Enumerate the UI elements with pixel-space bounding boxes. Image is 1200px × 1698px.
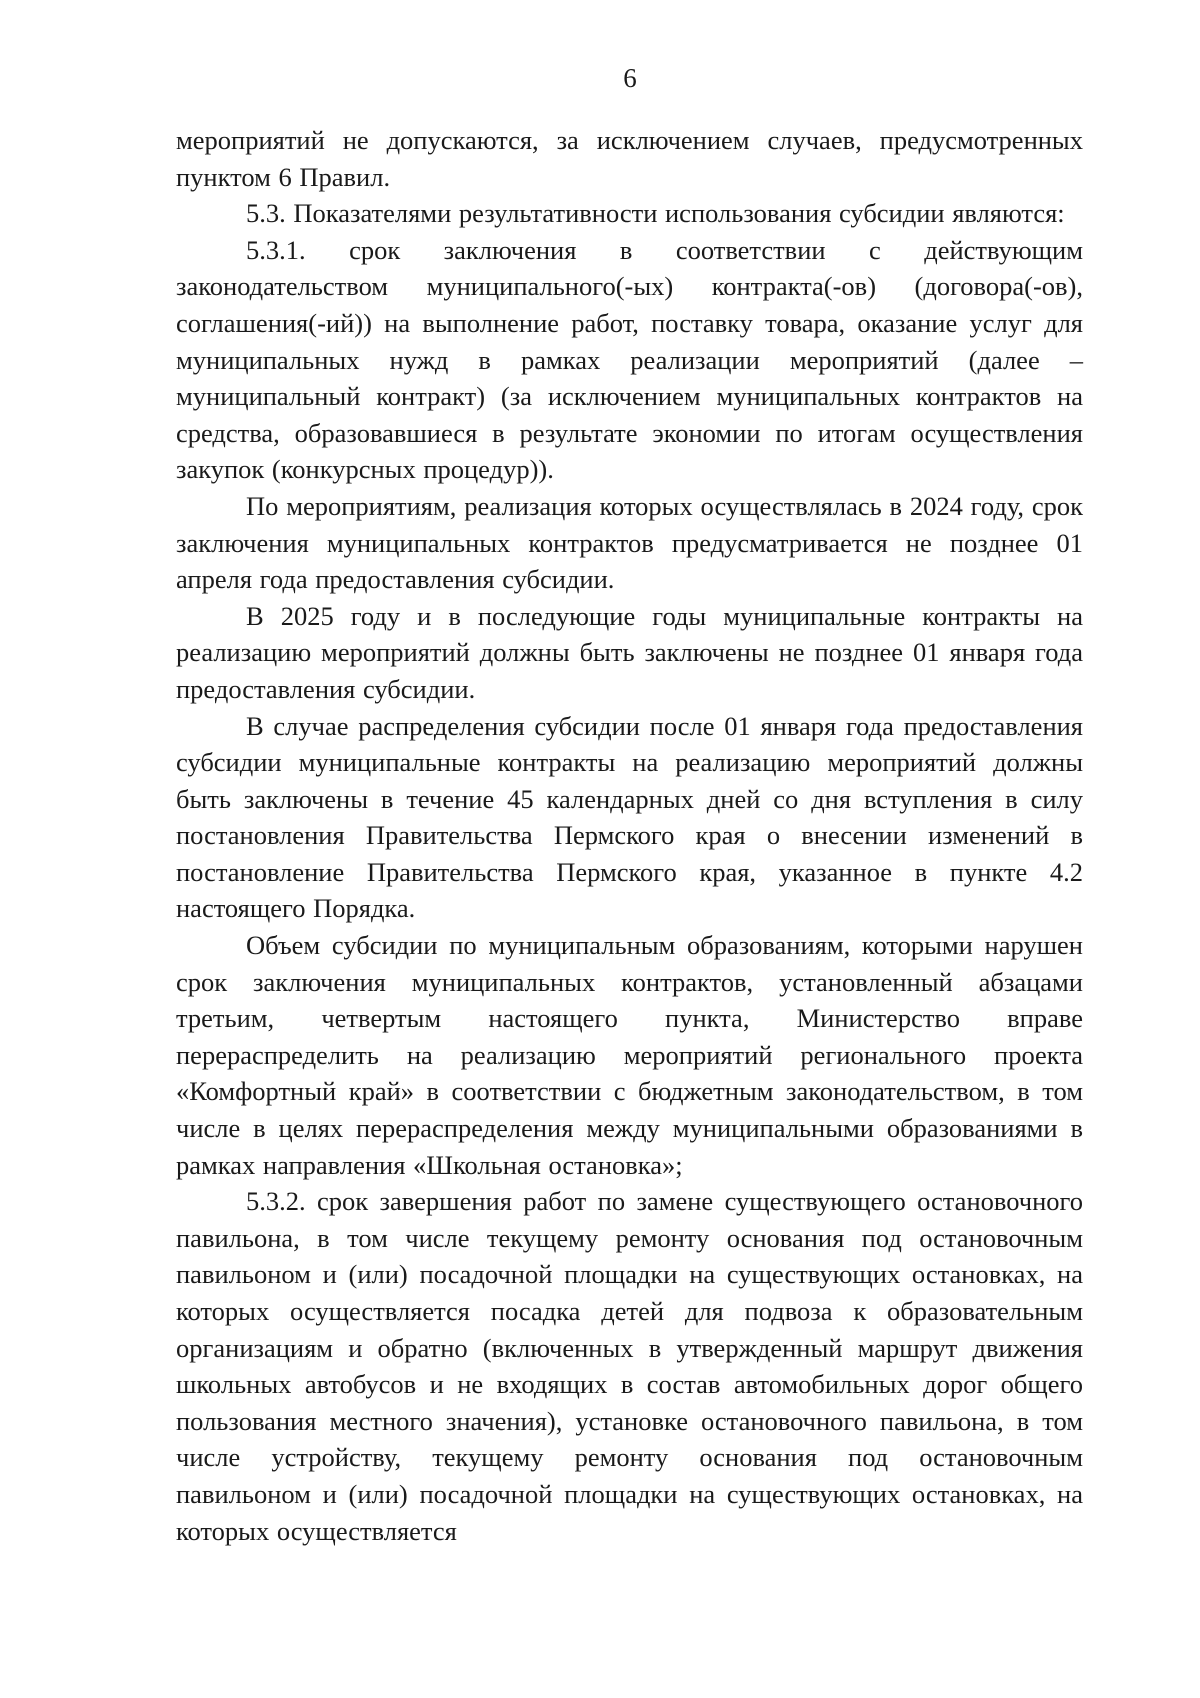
document-body: [176, 122, 1083, 1549]
paragraph-5-3-2: 5.3.2. срок завершения работ по замене существующего остановочного павильона, в том числе текущему ремонту основания под остановочным павильоном и (или) посадочной площадки на существующих остановках, на которых осуществляется посадка детей для подвоза к образовательным организациям и обратно (включенных в утвержденный маршрут движения школьных автобусов и не входящих в состав автомобильных дорог общего пользования местного значения), установке остановочного павильона, в том числе устройству, текущему ремонту основания под остановочным павильоном и (или) посадочной площадки на существующих остановках, на которых осуществляется: [176, 1186, 1083, 1546]
page-number: 6: [623, 63, 637, 93]
paragraph-2025-deadline: В 2025 году и в последующие годы муниципальные контракты на реализацию мероприятий должны быть заключены не позднее 01 января года предоставления субсидии.: [176, 600, 1083, 704]
paragraph-subsidy-volume: Объем субсидии по муниципальным образованиям, которыми нарушен срок заключения муниципальных контрактов, установленный абзацами третьим, четвертым настоящего пункта, Министерство вправе перераспределить на реализацию мероприятий регионального проекта «Комфортный край» в соответствии с бюджетным законодательством, в том числе в целях перераспределения между муниципальными образованиями в рамках направления «Школьная остановка»;: [176, 930, 1083, 1180]
paragraph-continuation: мероприятий не допускаются, за исключением случаев, предусмотренных пунктом 6 Правил.: [176, 125, 1083, 192]
paragraph-2024-deadline: По мероприятиям, реализация которых осуществлялась в 2024 году, срок заключения муниципальных контрактов предусматривается не позднее 01 апреля года предоставления субсидии.: [176, 490, 1083, 595]
paragraph-5-3: 5.3. Показателями результативности использования субсидии являются:: [246, 198, 1065, 229]
paragraph-redistribution-deadline: В случае распределения субсидии после 01 января года предоставления субсидии муниципальные контракты на реализацию мероприятий должны быть заключены в течение 45 календарных дней со дня вступления в силу постановления Правительства Пермского края о внесении изменений в постановление Правительства Пермского края, указанное в пункте 4.2 настоящего Порядка.: [176, 710, 1083, 924]
paragraph-5-3-1: 5.3.1. срок заключения в соответствии с действующим законодательством муниципального(-ых) контракта(-ов) (договора(-ов), соглашения(-ий)) на выполнение работ, поставку товара, оказание услуг для муниципальных нужд в рамках реализации мероприятий (далее – муниципальный контракт) (за исключением муниципальных контрактов на средства, образовавшиеся в результате экономии по итогам осуществления закупок (конкурсных процедур)).: [176, 234, 1083, 485]
